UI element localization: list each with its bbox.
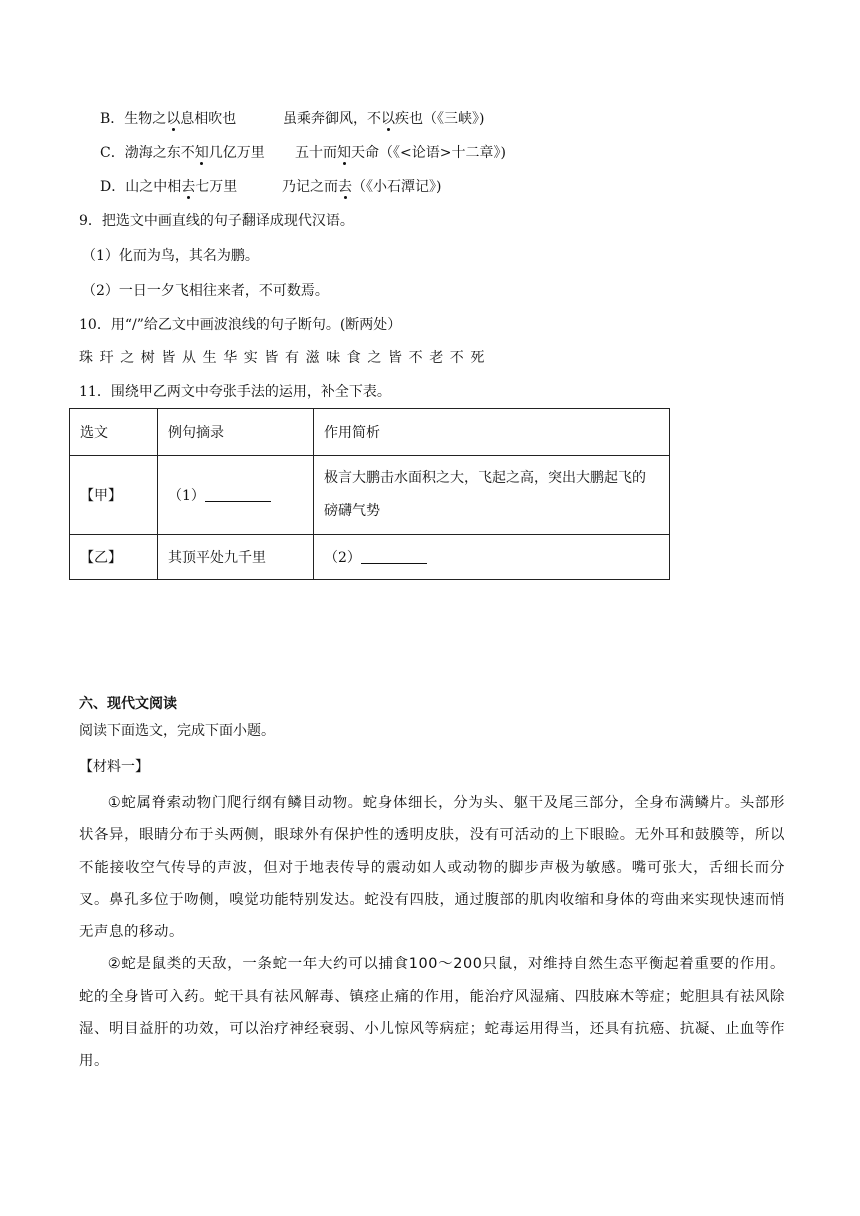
dotted-char: 去 [338,179,352,195]
table-cell-text: 【乙】 [70,535,158,580]
option-c: C．渤海之东不知几亿万里 五十而知天命（《<论语>十二章》) [100,145,506,161]
table-header-cell: 作用简析 [314,409,670,456]
table-header-row [70,409,670,456]
table-header-cell: 例句摘录 [158,409,314,456]
option-b: B．生物之以息相吹也 虽乘奔御风，不以疾也（《三峡》) [100,111,485,127]
section-heading: 六、现代文阅读 [79,696,177,712]
dotted-char: 去 [181,179,196,195]
table-cell-analysis: 极言大鹏击水面积之大，飞起之高，突出大鹏起飞的磅礴气势 [314,456,670,535]
option-b-right: 虽乘奔御风，不以疾也（《三峡》) [283,111,485,127]
paragraph-2: ②蛇是鼠类的天敌，一条蛇一年大约可以捕食100～200只鼠，对维持自然生态平衡起着重要的作用。蛇的全身皆可入药。蛇干具有祛风解毒、镇痉止痛的作用，能治疗风湿痛、四肢麻木等症；蛇胆具有祛风除湿、明目益肝的功效，可以治疗神经衰弱、小儿惊风等病症；蛇毒运用得当，还具有抗癌、抗凝、止血等作用。 [79,956,785,1070]
section-instruction: 阅读下面选文，完成下面小题。 [79,723,275,739]
material-label: 【材料一】 [79,759,149,775]
table-header-cell: 选文 [70,409,158,456]
table-cell-text: 【甲】 [70,456,158,535]
question-10-sentence: 珠玕之树皆从生华实皆有滋味食之皆不老不死 [79,350,491,366]
option-d-right: 乃记之而去（《小石潭记》) [282,179,442,195]
table-cell-analysis: （2） [314,535,670,580]
question-9-sentence-1: （1）化而为鸟，其名为鹏。 [82,248,259,264]
table-cell-example: （1） [158,456,314,535]
answer-blank[interactable] [361,549,427,564]
dotted-char: 以 [166,111,181,127]
option-c-right: 五十而知天命（《<论语>十二章》) [295,145,506,161]
question-11-title: 11．围绕甲乙两文中夸张手法的运用，补全下表。 [79,384,391,400]
paragraph-1: ①蛇属脊索动物门爬行纲有鳞目动物。蛇身体细长，分为头、躯干及尾三部分，全身布满鳞片。头部形状各异，眼睛分布于头两侧，眼球外有保护性的透明皮肤，没有可活动的上下眼睑。无外耳和鼓膜等，所以不能接收空气传导的声波，但对于地表传导的震动如人或动物的脚步声极为敏感。嘴可张大，舌细长而分叉。鼻孔多位于吻侧，嗅觉功能特别发达。蛇没有四肢，通过腹部的肌肉收缩和身体的弯曲来实现快速而悄无声息的移动。 [79,795,785,941]
table-row [70,456,670,535]
table-row [70,535,670,580]
option-d: D．山之中相去七万里 乃记之而去（《小石潭记》) [100,179,442,195]
material-body [79,787,785,1078]
dotted-char: 以 [381,111,395,127]
table-cell-example: 其顶平处九千里 [158,535,314,580]
question-11-table [69,408,670,580]
answer-blank[interactable] [205,487,271,502]
dotted-char: 知 [337,145,351,161]
question-9-sentence-2: （2）一日一夕飞相往来者，不可数焉。 [82,283,329,299]
dotted-char: 知 [194,145,209,161]
question-10-title: 10．用“/”给乙文中画波浪线的句子断句。(断两处） [79,317,402,333]
question-9-title: 9．把选文中画直线的句子翻译成现代汉语。 [79,213,354,229]
